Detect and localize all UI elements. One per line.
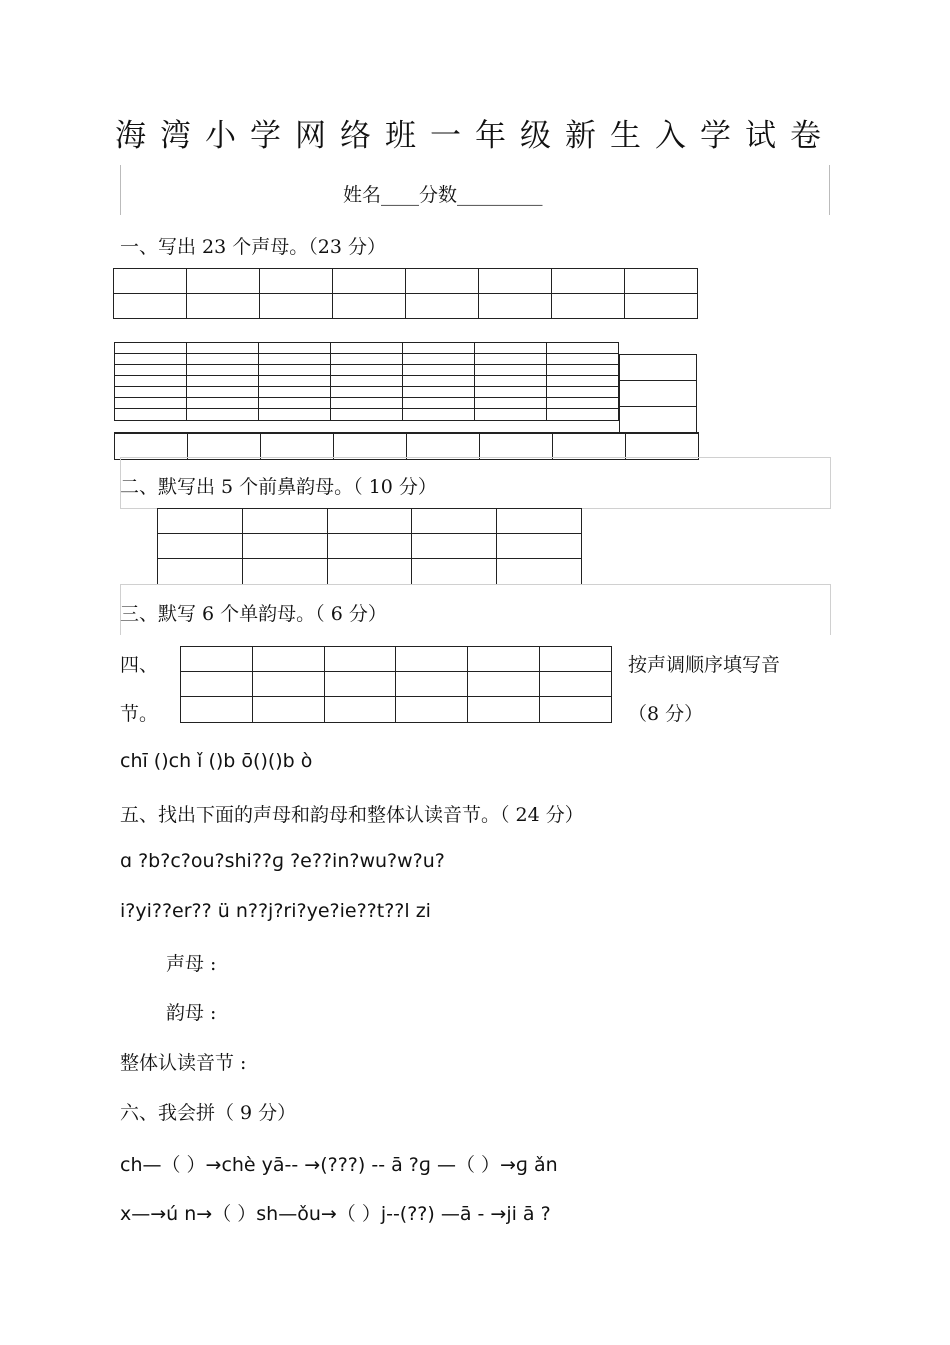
q6-line-1: ch—（ ）→chè yā-- →(???) -- ā ?ɡ —（ ）→ɡ ǎn	[120, 1154, 558, 1176]
q2-heading: 二、默写出 5 个前鼻韵母。（ 10 分）	[120, 476, 437, 498]
answer-cell[interactable]	[468, 647, 540, 672]
q5-yunmu-label: 韵母 :	[166, 1002, 217, 1024]
answer-cell[interactable]	[396, 647, 468, 672]
answer-cell[interactable]	[626, 433, 699, 459]
q5-heading: 五、找出下面的声母和韵母和整体认读音节。（ 24 分）	[120, 804, 584, 826]
answer-cell[interactable]	[158, 559, 243, 585]
answer-cell[interactable]	[324, 697, 396, 723]
answer-cell[interactable]	[334, 433, 407, 459]
answer-cell[interactable]	[480, 433, 553, 459]
answer-cell[interactable]	[324, 647, 396, 672]
answer-cell[interactable]	[242, 509, 327, 534]
answer-cell[interactable]	[114, 294, 187, 319]
q3-heading: 三、默写 6 个单韵母。（ 6 分）	[120, 603, 387, 625]
q1-heading: 一、写出 23 个声母。（23 分）	[120, 236, 386, 258]
answer-cell[interactable]	[406, 294, 479, 319]
answer-cell[interactable]	[540, 647, 612, 672]
name-score-line: 姓名____分数_________	[343, 184, 543, 206]
answer-cell[interactable]	[620, 355, 697, 381]
answer-cell[interactable]	[407, 433, 480, 459]
q5-shengmu-label: 声母 :	[166, 953, 217, 975]
answer-cell[interactable]	[252, 697, 324, 723]
answer-cell[interactable]	[188, 433, 261, 459]
answer-cell[interactable]	[552, 294, 625, 319]
q4-label-bottom: 节。	[120, 703, 159, 725]
q4-instruction: 按声调顺序填写音	[628, 654, 781, 676]
answer-cell[interactable]	[260, 269, 333, 294]
answer-cell[interactable]	[327, 559, 412, 585]
answer-cell[interactable]	[468, 697, 540, 723]
q5-letters-line-1: ɑ ?b?c?ou?shi??ɡ ?e??in?wu?w?u?	[120, 850, 445, 872]
answer-cell[interactable]	[620, 381, 697, 407]
q5-zhengti-label: 整体认读音节 :	[120, 1052, 247, 1074]
answer-cell[interactable]	[497, 559, 582, 585]
answer-cell[interactable]	[497, 534, 582, 559]
answer-cell[interactable]	[412, 509, 497, 534]
answer-cell[interactable]	[540, 672, 612, 697]
answer-cell[interactable]	[625, 269, 698, 294]
answer-cell[interactable]	[540, 697, 612, 723]
q1-answer-grid-2	[114, 342, 619, 421]
answer-cell[interactable]	[115, 433, 188, 459]
answer-cell[interactable]	[181, 672, 253, 697]
q2-answer-grid	[157, 508, 582, 585]
exam-title: 海湾小学网络班一年级新生入学试卷	[115, 118, 835, 154]
answer-cell[interactable]	[412, 559, 497, 585]
answer-cell[interactable]	[260, 294, 333, 319]
q4-label-top: 四、	[120, 654, 159, 676]
answer-cell[interactable]	[406, 269, 479, 294]
answer-cell[interactable]	[187, 294, 260, 319]
answer-cell[interactable]	[327, 534, 412, 559]
answer-cell[interactable]	[625, 294, 698, 319]
answer-cell[interactable]	[552, 269, 625, 294]
q6-line-2: x—→ú n→（ ）sh—ǒu→（ ）j--(??) —ā - →ji ā ?	[120, 1203, 551, 1225]
answer-cell[interactable]	[158, 509, 243, 534]
answer-cell[interactable]	[620, 407, 697, 433]
answer-cell[interactable]	[497, 509, 582, 534]
answer-cell[interactable]	[468, 672, 540, 697]
answer-cell[interactable]	[252, 647, 324, 672]
answer-cell[interactable]	[242, 534, 327, 559]
answer-cell[interactable]	[479, 294, 552, 319]
answer-cell[interactable]	[412, 534, 497, 559]
answer-cell[interactable]	[333, 269, 406, 294]
answer-cell[interactable]	[181, 647, 253, 672]
q1-answer-grid-1	[113, 268, 698, 319]
answer-cell[interactable]	[327, 509, 412, 534]
answer-cell[interactable]	[553, 433, 626, 459]
answer-cell[interactable]	[158, 534, 243, 559]
answer-cell[interactable]	[333, 294, 406, 319]
header-frame-left	[120, 165, 121, 215]
header-frame-right	[829, 165, 830, 215]
answer-cell[interactable]	[252, 672, 324, 697]
q4-answer-grid	[180, 646, 612, 723]
answer-cell[interactable]	[181, 697, 253, 723]
answer-cell[interactable]	[324, 672, 396, 697]
answer-cell[interactable]	[396, 672, 468, 697]
answer-cell[interactable]	[187, 269, 260, 294]
answer-cell[interactable]	[261, 433, 334, 459]
q1-answer-grid-3	[619, 354, 697, 433]
answer-cell[interactable]	[396, 697, 468, 723]
answer-cell[interactable]	[479, 269, 552, 294]
q1-answer-grid-4	[114, 432, 699, 460]
answer-cell[interactable]	[114, 269, 187, 294]
q5-letters-line-2: i?yi??er?? ü n??j?ri?ye?ie??t??l zi	[120, 900, 431, 922]
q4-syllables: chī ()ch ǐ ()b ō()()b ò	[120, 750, 313, 772]
answer-cell[interactable]	[242, 559, 327, 585]
q4-score: （8 分）	[628, 703, 704, 725]
q6-heading: 六、我会拼（ 9 分）	[120, 1102, 297, 1124]
